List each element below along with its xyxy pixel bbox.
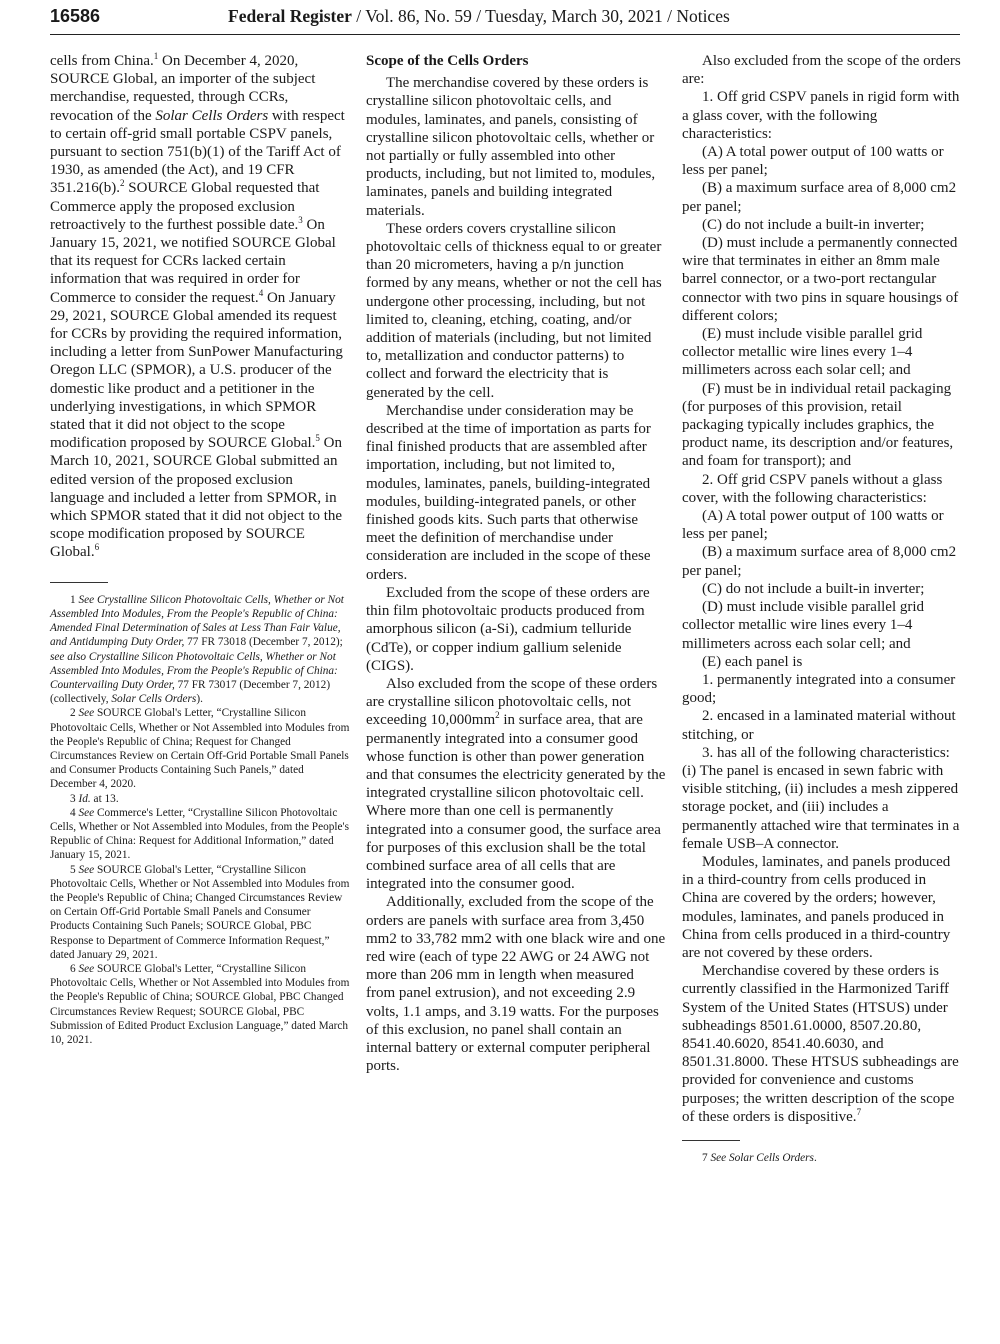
text: See	[78, 962, 95, 975]
text: Commerce's Letter, “Crystalline Silicon Photovoltaic Cells, Whether or Not Assembled into Modules, from the People's Republic of China: Request for Additional Information,” dated January 15, 2021.	[50, 806, 349, 862]
paragraph	[50, 52, 350, 562]
footnote-1	[50, 593, 350, 707]
paragraph: (A) A total power output of 100 watts or less per panel;	[682, 508, 944, 543]
text: On January 15, 2021, we notified SOURCE Global that its request for CCRs lacked certain information that was required in order for Commerce to consider the request.	[50, 216, 336, 306]
running-head	[228, 6, 730, 27]
footnote-rule	[682, 1140, 740, 1141]
header-rule	[50, 34, 960, 35]
footnote-ref: 6	[94, 542, 100, 553]
text: See	[78, 863, 95, 876]
paragraph: 2. encased in a laminated material without stitching, or	[682, 708, 956, 743]
footnote-ref: 3	[298, 214, 303, 225]
text: See	[78, 806, 95, 819]
text: On March 10, 2021, SOURCE Global submitted an edited version of the proposed exclusion language and included a letter from SPMOR, in which SPMOR stated that it did not object to the scope modification proposed by SOURCE Global.	[50, 435, 343, 561]
text: 77 FR 73018 (December 7, 2012);	[184, 636, 343, 649]
paragraph: (B) a maximum surface area of 8,000 cm2 per panel;	[682, 180, 957, 215]
text: at 13.	[90, 792, 119, 805]
text: SOURCE Global requested that Commerce apply the proposed exclusion retroactively to the furthest possible date.	[50, 180, 320, 233]
paragraph: (F) must be in individual retail packaging (for purposes of this provision, retail packaging typically includes graphics, the product name, its description and/or features, and foam for transport); and	[682, 380, 954, 470]
paragraph	[682, 962, 964, 1126]
issue-citation: / Vol. 86, No. 59 / Tuesday, March 30, 2021 / Notices	[351, 6, 730, 26]
paragraph: Merchandise under consideration may be described at the time of importation as parts for final finished products that are assembled after importation, including, but not limited to, modules, laminates, panels, building-integrated modules, building-integrated panels, or other finished goods kits. Such parts that otherwise meet the definition of merchandise under consideration are included in the scope of these orders.	[366, 402, 651, 583]
text: SOURCE Global's Letter, “Crystalline Silicon Photovoltaic Cells, Whether or Not Assembled into Modules from the People's Republic of China; SOURCE Global, PBC Changed Circumstances Review Request; SOURCE Global, PBC Submission of Edited Product Exclusion Language,” dated March 10, 2021.	[50, 962, 350, 1046]
column-3	[682, 52, 964, 1165]
paragraph: Modules, laminates, and panels produced in a third-country from cells produced in China are covered by the orders; however, modules, laminates, and panels produced in China from cells produced in a third-country are not covered by these orders.	[682, 853, 951, 961]
footnote-ref: 5	[315, 433, 320, 444]
text: Solar Cells Orders	[111, 693, 197, 706]
fn-number: 5	[70, 863, 79, 876]
text: Id.	[78, 792, 91, 805]
text: On December 4, 2020, SOURCE Global, an importer of the subject merchandise, requested, through CCRs, revocation of the	[50, 53, 316, 124]
fn-number: 1	[70, 593, 79, 606]
paragraph: Excluded from the scope of these orders are thin film photovoltaic products produced from amorphous silicon (a-Si), cadmium telluride (CdTe), or copper indium gallium selenide (CIGS).	[366, 584, 650, 674]
text: see also Crystalline Silicon Photovoltaic Cells, Whether or Not Assembled Into Modules, From the People's Republic of China: Countervailing Duty Order,	[50, 650, 338, 691]
text: SOURCE Global's Letter, “Crystalline Silicon Photovoltaic Cells, Whether or Not Assembled into Modules from the People's Republic of China; Request for Changed Circumstances Review on Certain Off-Grid Portable Small Panels and Consumer Products Containing Such Panels,” dated December 4, 2020.	[50, 707, 350, 791]
text: Solar Cells Orders	[155, 107, 269, 124]
paragraph: (C) do not include a built-in inverter;	[702, 216, 925, 233]
footnote-ref: 4	[258, 287, 264, 298]
footnote-rule	[50, 582, 108, 583]
paragraph: Also excluded from the scope of the orders are:	[682, 53, 961, 88]
footnote-6	[50, 962, 350, 1047]
paragraph: (E) each panel is	[702, 653, 803, 670]
text: ).	[196, 693, 203, 706]
paragraph: (D) must include a permanently connected wire that terminates in either an 8mm male barrel connector, or a two-port rectangular connector with two pins in square housings of different colors;	[682, 235, 959, 324]
fn-number: 7	[702, 1151, 711, 1164]
journal-name: Federal Register	[228, 6, 352, 26]
text: See Solar Cells Orders	[710, 1151, 814, 1164]
footnote-ref: 2	[120, 178, 125, 189]
text: SOURCE Global's Letter, “Crystalline Silicon Photovoltaic Cells, Whether or Not Assembled into Modules from the People's Republic of China; Changed Circumstances Review on Certain Off-Grid Portable Small Panels and Consumer Products Containing Such Panels; SOURCE Global, PBC Response to Department of Commerce Information Request,” dated January 29, 2021.	[50, 863, 350, 961]
paragraph: The merchandise covered by these orders is crystalline silicon photovoltaic cells, and modules, laminates, and panels, consisting of crystalline silicon photovoltaic cells, whether or not partially or fully assembled into other products, including, but not limited to, modules, laminates, panels and building integrated materials.	[366, 75, 656, 219]
footnote-ref: 7	[856, 1106, 862, 1117]
paragraph: (B) a maximum surface area of 8,000 cm2 per panel;	[682, 544, 957, 579]
fn-number: 2	[70, 707, 79, 720]
footnote-ref: 1	[153, 51, 159, 61]
footnote-5	[50, 863, 350, 962]
text: in surface area, that are permanently integrated into a consumer good whose function is other than power generation and that consumes the electricity generated by the integrated crystalline silicon photovoltaic cell. Where more than one cell is permanently integrated into a consumer good, the surface area for purposes of this exclusion shall be the total combined surface area of all cells that are integrated into the consumer good.	[366, 712, 666, 893]
paragraph: (C) do not include a built-in inverter;	[702, 580, 925, 597]
page-header	[50, 6, 960, 30]
column-1	[50, 52, 350, 1047]
paragraph	[366, 675, 666, 893]
paragraph: 3. has all of the following characteristics: (i) The panel is encased in sewn fabric with visible stitching, (ii) includes a mesh zippered storage pocket, and (iii) includes a permanently attached wire that terminates in a female USB–A connector.	[682, 744, 960, 852]
paragraph: These orders covers crystalline silicon photovoltaic cells of thickness equal to or greater than 20 micrometers, having a p/n junction formed by any means, whether or not the cell has undergone other processing, including, but not limited to, cleaning, etching, coating, and/or addition of materials (including, but not limited to, metallization and conductor patterns) to collect and forward the electricity that is generated by the cell.	[366, 220, 662, 401]
text: Also excluded from the scope of these orders are crystalline silicon photovoltaic cells, not exceeding 10,000mm	[366, 675, 658, 729]
fn-number: 4	[70, 806, 79, 819]
paragraph: (A) A total power output of 100 watts or less per panel;	[682, 144, 944, 179]
text: See Crystalline Silicon Photovoltaic Cells, Whether or Not Assembled Into Modules, From the People's Republic of China: Amended Final Determination of Sales at Less Than Fair Value, and Antidumping Duty Order,	[50, 593, 344, 649]
paragraph: (D) must include visible parallel grid collector metallic wire lines every 1–4 millimeters across each solar cell; and	[682, 599, 925, 652]
fn-number: 6	[70, 962, 79, 975]
text: cells from China.	[50, 53, 154, 69]
column-2	[366, 52, 666, 1075]
text: with respect to certain off-grid small portable CSPV panels, pursuant to section 751(b)(1) of the Tariff Act of 1930, as amended (the Act), and 19 CFR 351.216(b).	[50, 107, 345, 197]
footnote-2	[50, 706, 350, 791]
superscript: 2	[495, 710, 500, 721]
paragraph: Additionally, excluded from the scope of the orders are panels with surface area from 3,450 mm2 to 33,782 mm2 with one black wire and one red wire (each of type 22 AWG or 24 AWG not more than 206 mm in length when measured from panel extrusion), and not exceeding 2.9 volts, 1.1 amps, and 3.19 watts. For the purposes of this exclusion, no panel shall contain an internal battery or external computer peripheral ports.	[366, 894, 666, 1075]
section-heading: Scope of the Cells Orders	[366, 53, 529, 69]
footnote-4	[50, 806, 350, 863]
footnote-7	[682, 1151, 964, 1165]
paragraph: 1. permanently integrated into a consumer good;	[682, 671, 956, 707]
paragraph: 1. Off grid CSPV panels in rigid form with a glass cover, with the following characteristics:	[682, 89, 960, 142]
text: .	[813, 1151, 817, 1164]
footnote-3	[50, 792, 350, 806]
fn-number: 3	[70, 792, 79, 805]
paragraph: (E) must include visible parallel grid collector metallic wire lines every 1–4 millimeters across each solar cell; and	[682, 326, 923, 379]
text: 77 FR 73017 (December 7, 2012) (collectively,	[50, 678, 331, 706]
page-number: 16586	[50, 6, 101, 26]
text: Merchandise covered by these orders is currently classified in the Harmonized Tariff System of the United States (HTSUS) under subheadings 8501.61.0000, 8507.20.80, 8541.40.6020, 8541.40.6030, and 8501.31.8000. These HTSUS subheadings are provided for convenience and customs purposes; the written description of the scope of these orders is dispositive.	[682, 963, 959, 1125]
text: See	[78, 707, 95, 720]
paragraph: 2. Off grid CSPV panels without a glass cover, with the following characteristics:	[682, 471, 943, 506]
text: On January 29, 2021, SOURCE Global amended its request for CCRs by providing the required information, including a letter from SunPower Manufacturing Oregon LLC (SPMOR), a U.S. producer of the domestic like product and a petitioner in the underlying investigations, in which SPMOR stated that it did not object to the scope modification proposed by SOURCE Global.	[50, 289, 343, 452]
